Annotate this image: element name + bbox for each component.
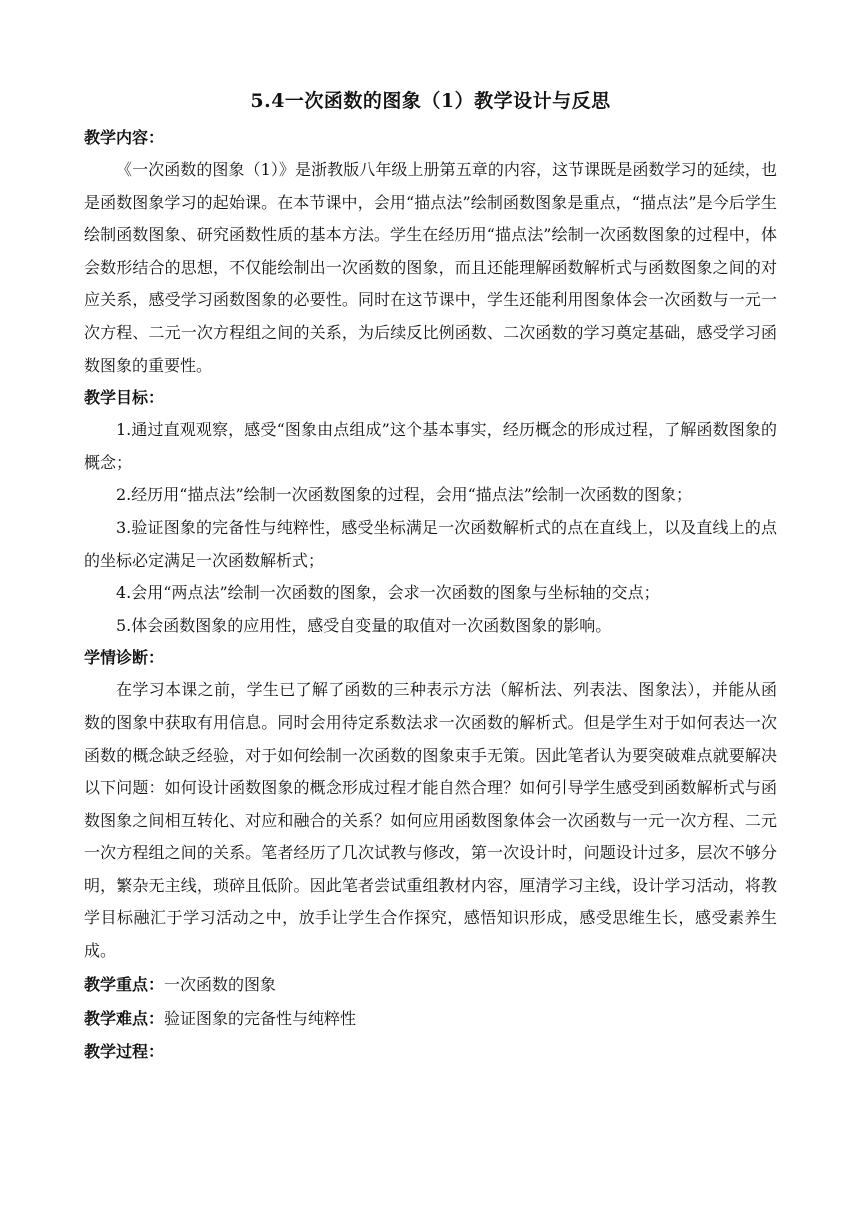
document-page — [84, 88, 777, 1068]
goal-item: 4.会用“两点法”绘制一次函数的图象，会求一次函数的图象与坐标轴的交点； — [116, 583, 660, 603]
difficulty-row — [84, 1002, 777, 1036]
section-heading-goals: 教学目标： — [84, 388, 165, 408]
key-point-label: 教学重点： — [84, 974, 165, 994]
key-point-row — [84, 968, 777, 1002]
diagnosis-paragraph: 在学习本课之前，学生已了解了函数的三种表示方法（解析法、列表法、图象法），并能从函数的图象中获取有用信息。同时会用待定系数法求一次函数的解析式。但是学生对于如何表达一次函数的概念缺乏经验，对于如何绘制一次函数的图象束手无策。因此笔者认为要突破难点就要解决以下问题：如何设计函数图象的概念形成过程才能自然合理？如何引导学生感受到函数解析式与函数图象之间相互转化、对应和融合的关系？如何应用函数图象体会一次函数与一元一次方程、二元一次方程组之间的关系。笔者经历了几次试教与修改，第一次设计时，问题设计过多，层次不够分明，繁杂无主线，琐碎且低阶。因此笔者尝试重组教材内容，厘清学习主线，设计学习活动，将教学目标融汇于学习活动之中，放手让学生合作探究，感悟知识形成，感受思维生长，感受素养生成。 — [84, 680, 777, 961]
section-heading-diagnosis: 学情诊断： — [84, 648, 165, 668]
content-paragraph: 《一次函数的图象（1）》是浙教版八年级上册第五章的内容，这节课既是函数学习的延续，也是函数图象学习的起始课。在本节课中，会用“描点法”绘制函数图象是重点，“描点法”是今后学生绘制函数图象、研究函数性质的基本方法。学生在经历用“描点法”绘制一次函数图象的过程中，体会数形结合的思想，不仅能绘制出一次函数的图象，而且还能理解函数解析式与函数图象之间的对应关系，感受学习函数图象的必要性。同时在这节课中，学生还能利用图象体会一次函数与一元一次方程、二元一次方程组之间的关系，为后续反比例函数、二次函数的学习奠定基础，感受学习函数图象的重要性。 — [84, 160, 777, 375]
difficulty-value: 验证图象的完备性与纯粹性 — [164, 1008, 357, 1028]
goal-item: 1.通过直观观察，感受“图象由点组成”这个基本事实，经历概念的形成过程，了解函数图象的概念； — [84, 420, 777, 472]
goal-item: 5.体会函数图象的应用性，感受自变量的取值对一次函数图象的影响。 — [116, 615, 612, 635]
goal-item: 3.验证图象的完备性与纯粹性，感受坐标满足一次函数解析式的点在直线上，以及直线上的点的坐标必定满足一次函数解析式； — [84, 517, 777, 570]
key-point-value: 一次函数的图象 — [164, 974, 277, 994]
section-heading-content: 教学内容： — [84, 128, 165, 147]
difficulty-label: 教学难点： — [84, 1008, 165, 1028]
document-title: 5.4一次函数的图象（1）教学设计与反思 — [250, 90, 611, 112]
goal-item: 2.经历用“描点法”绘制一次函数图象的过程，会用“描点法”绘制一次函数的图象； — [116, 485, 692, 505]
section-heading-process: 教学过程： — [84, 1041, 165, 1061]
